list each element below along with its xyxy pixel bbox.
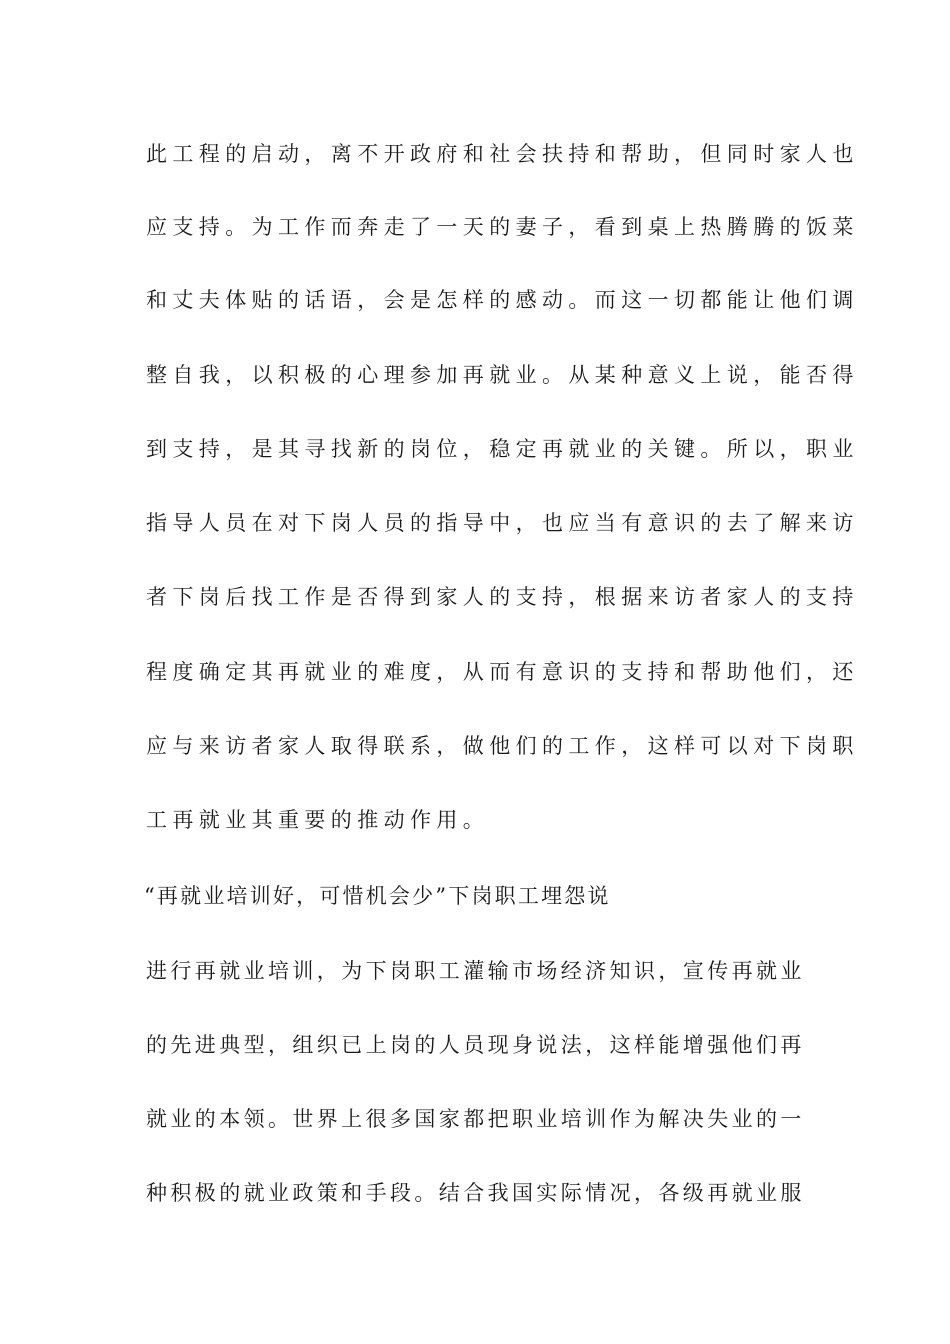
section-heading: “再就业培训好，可惜机会少”下岗职工埋怨说 (144, 884, 611, 908)
paragraph-1-line-7: 者下岗后找工作是否得到家人的支持，根据来访者家人的支持 (146, 585, 859, 609)
paragraph-1-line-5: 到支持，是其寻找新的岗位，稳定再就业的关键。所以，职业 (146, 437, 859, 461)
paragraph-1-line-10: 工再就业其重要的推动作用。 (146, 808, 490, 832)
paragraph-1-line-9: 应与来访者家人取得联系，做他们的工作，这样可以对下岗职 (146, 734, 859, 758)
paragraph-2-line-1: 进行再就业培训，为下岗职工灌输市场经济知识，宣传再就业 (146, 959, 805, 983)
paragraph-2-line-3: 就业的本领。世界上很多国家都把职业培训作为解决失业的一 (146, 1107, 805, 1131)
paragraph-1-line-4: 整自我，以积极的心理参加再就业。从某种意义上说，能否得 (146, 363, 859, 387)
paragraph-1-line-2: 应支持。为工作而奔走了一天的妻子，看到桌上热腾腾的饭菜 (146, 215, 859, 239)
paragraph-2-line-2: 的先进典型，组织已上岗的人员现身说法，这样能增强他们再 (146, 1033, 805, 1057)
paragraph-1-line-3: 和丈夫体贴的话语，会是怎样的感动。而这一切都能让他们调 (146, 288, 859, 312)
paragraph-1-line-8: 程度确定其再就业的难度，从而有意识的支持和帮助他们，还 (146, 660, 859, 684)
paragraph-2-line-4: 种积极的就业政策和手段。结合我国实际情况，各级再就业服 (146, 1181, 805, 1205)
paragraph-1-line-1: 此工程的启动，离不开政府和社会扶持和帮助，但同时家人也 (146, 142, 859, 166)
paragraph-1-line-6: 指导人员在对下岗人员的指导中，也应当有意识的去了解来访 (146, 511, 859, 535)
